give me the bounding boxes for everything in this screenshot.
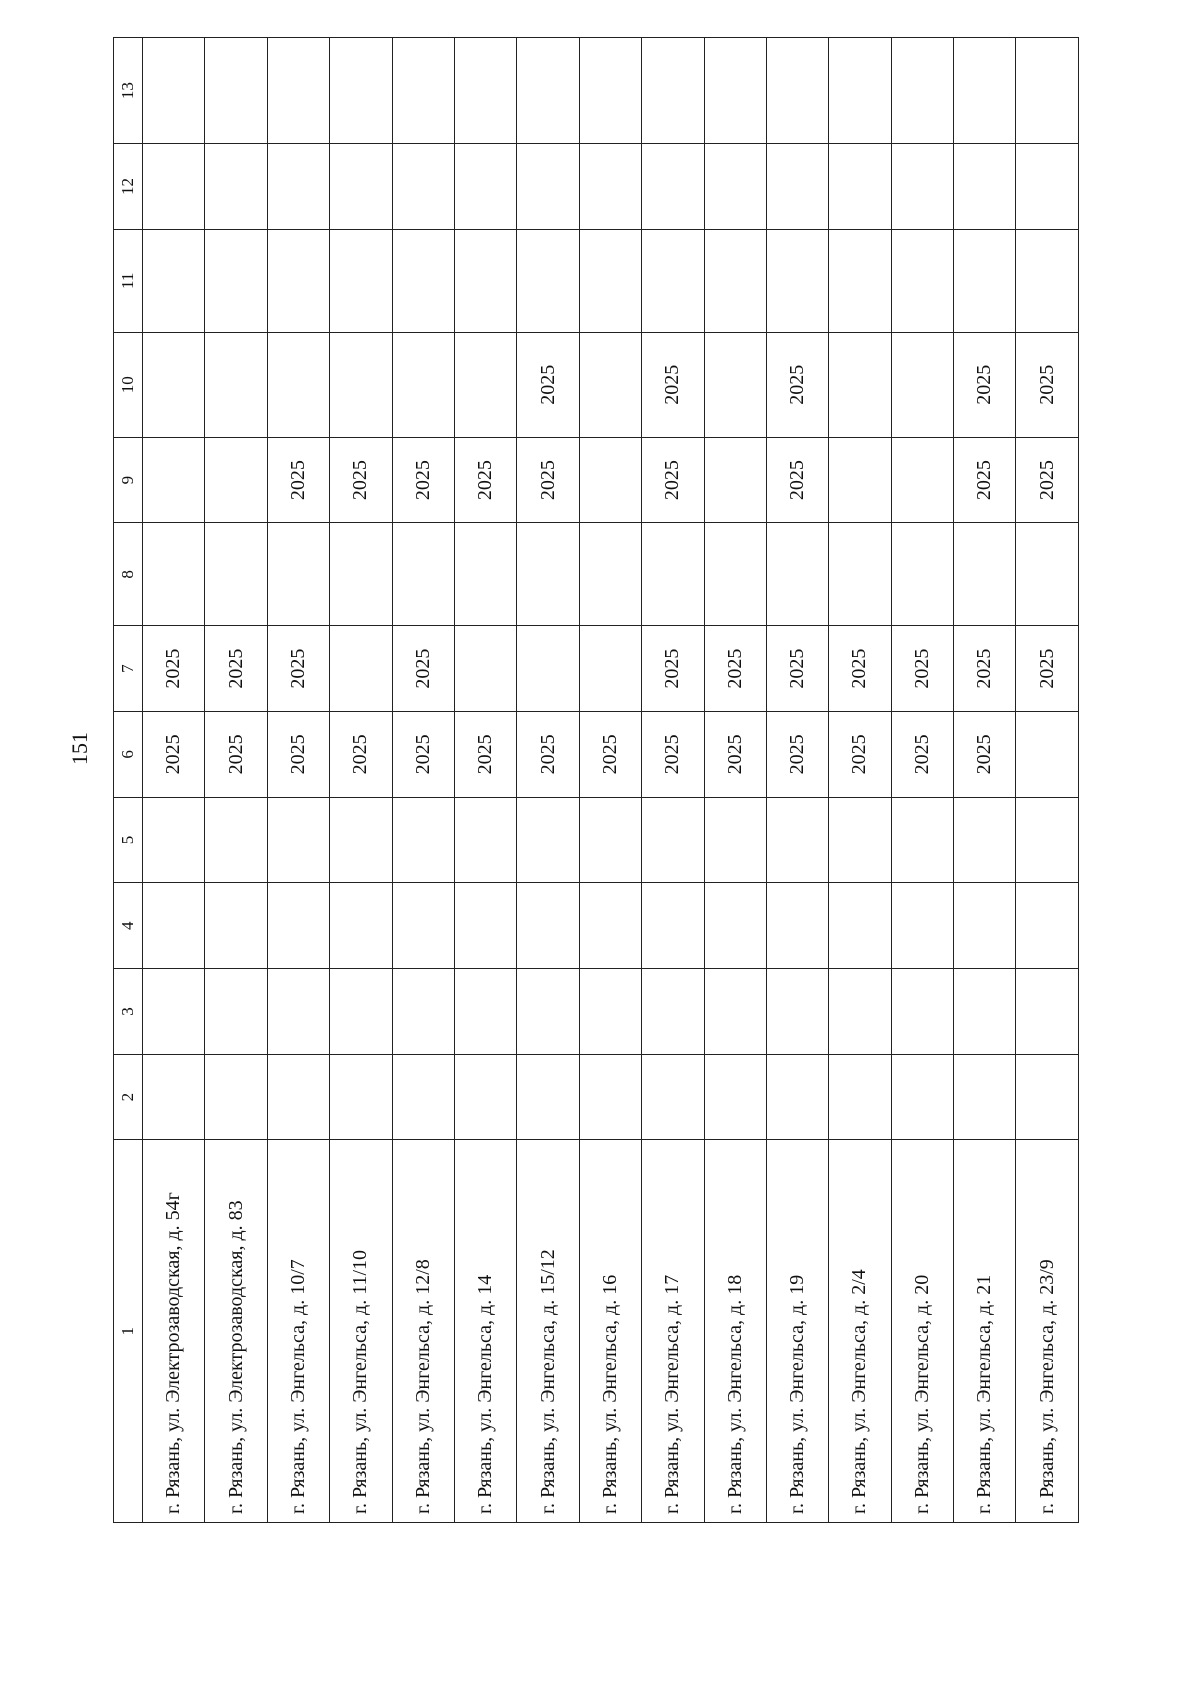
column-12-cell: [267, 144, 329, 230]
column-5-cell: [267, 797, 329, 883]
column-2-cell: [517, 1054, 579, 1140]
column-3-cell: [392, 969, 454, 1055]
table-row: [704, 38, 766, 1523]
rotated-table-container: [113, 37, 1078, 1523]
column-11-cell: [267, 229, 329, 332]
column-6-cell: 2025: [267, 711, 329, 797]
column-10-cell: [143, 332, 205, 437]
column-11-cell: [392, 229, 454, 332]
column-12-cell: [829, 144, 891, 230]
column-7-cell: 2025: [143, 626, 205, 712]
column-7-cell: 2025: [392, 626, 454, 712]
column-6-cell: 2025: [891, 711, 953, 797]
column-11-cell: [330, 229, 392, 332]
column-5-cell: [704, 797, 766, 883]
table-row: [454, 38, 516, 1523]
column-5-cell: [579, 797, 641, 883]
column-4-cell: [517, 883, 579, 969]
column-7-cell: 2025: [766, 626, 828, 712]
column-7-cell: 2025: [1016, 626, 1078, 712]
column-7-cell: [330, 626, 392, 712]
column-4-cell: [704, 883, 766, 969]
column-6-cell: 2025: [579, 711, 641, 797]
column-5-cell: [454, 797, 516, 883]
column-3-cell: [517, 969, 579, 1055]
column-11-cell: [517, 229, 579, 332]
column-8-cell: [704, 523, 766, 626]
column-13-cell: [330, 38, 392, 144]
column-number-3: 3: [114, 969, 143, 1055]
column-10-cell: 2025: [766, 332, 828, 437]
column-8-cell: [517, 523, 579, 626]
column-12-cell: [1016, 144, 1078, 230]
column-11-cell: [579, 229, 641, 332]
column-9-cell: 2025: [267, 437, 329, 523]
table-row: [517, 38, 579, 1523]
column-3-cell: [954, 969, 1016, 1055]
table-row: [1016, 38, 1078, 1523]
column-13-cell: [454, 38, 516, 144]
column-9-cell: [579, 437, 641, 523]
column-3-cell: [1016, 969, 1078, 1055]
column-number-1: 1: [114, 1140, 143, 1523]
address-cell: г. Рязань, ул. Энгельса, д. 20: [891, 1140, 953, 1523]
column-11-cell: [766, 229, 828, 332]
column-2-cell: [1016, 1054, 1078, 1140]
schedule-table: [113, 37, 1079, 1523]
column-number-11: 11: [114, 229, 143, 332]
column-9-cell: [891, 437, 953, 523]
column-9-cell: [205, 437, 267, 523]
column-6-cell: 2025: [642, 711, 704, 797]
column-10-cell: [205, 332, 267, 437]
column-3-cell: [205, 969, 267, 1055]
column-6-cell: 2025: [454, 711, 516, 797]
column-4-cell: [1016, 883, 1078, 969]
page-number: 151: [67, 732, 92, 765]
column-4-cell: [267, 883, 329, 969]
column-10-cell: [891, 332, 953, 437]
column-13-cell: [205, 38, 267, 144]
column-2-cell: [891, 1054, 953, 1140]
column-number-4: 4: [114, 883, 143, 969]
column-8-cell: [330, 523, 392, 626]
column-11-cell: [891, 229, 953, 332]
column-10-cell: [454, 332, 516, 437]
column-8-cell: [205, 523, 267, 626]
address-cell: г. Рязань, ул. Энгельса, д. 18: [704, 1140, 766, 1523]
column-7-cell: [517, 626, 579, 712]
column-13-cell: [642, 38, 704, 144]
column-8-cell: [829, 523, 891, 626]
column-13-cell: [143, 38, 205, 144]
column-12-cell: [143, 144, 205, 230]
column-13-cell: [704, 38, 766, 144]
column-6-cell: 2025: [954, 711, 1016, 797]
column-13-cell: [267, 38, 329, 144]
column-5-cell: [954, 797, 1016, 883]
column-7-cell: 2025: [829, 626, 891, 712]
column-number-8: 8: [114, 523, 143, 626]
column-4-cell: [579, 883, 641, 969]
column-8-cell: [267, 523, 329, 626]
column-12-cell: [766, 144, 828, 230]
column-5-cell: [205, 797, 267, 883]
column-13-cell: [891, 38, 953, 144]
column-5-cell: [829, 797, 891, 883]
column-3-cell: [891, 969, 953, 1055]
column-6-cell: 2025: [829, 711, 891, 797]
column-10-cell: [704, 332, 766, 437]
column-8-cell: [579, 523, 641, 626]
column-6-cell: 2025: [205, 711, 267, 797]
column-3-cell: [267, 969, 329, 1055]
table-row: [954, 38, 1016, 1523]
column-6-cell: 2025: [143, 711, 205, 797]
column-3-cell: [642, 969, 704, 1055]
address-cell: г. Рязань, ул. Энгельса, д. 11/10: [330, 1140, 392, 1523]
table-row: [829, 38, 891, 1523]
column-10-cell: 2025: [954, 332, 1016, 437]
column-11-cell: [143, 229, 205, 332]
column-9-cell: 2025: [642, 437, 704, 523]
column-4-cell: [330, 883, 392, 969]
column-8-cell: [891, 523, 953, 626]
column-8-cell: [454, 523, 516, 626]
column-11-cell: [205, 229, 267, 332]
column-2-cell: [330, 1054, 392, 1140]
address-cell: г. Рязань, ул. Энгельса, д. 2/4: [829, 1140, 891, 1523]
address-cell: г. Рязань, ул. Энгельса, д. 23/9: [1016, 1140, 1078, 1523]
column-number-12: 12: [114, 144, 143, 230]
column-9-cell: 2025: [454, 437, 516, 523]
column-7-cell: 2025: [642, 626, 704, 712]
column-8-cell: [143, 523, 205, 626]
column-5-cell: [642, 797, 704, 883]
column-13-cell: [829, 38, 891, 144]
address-cell: г. Рязань, ул. Энгельса, д. 19: [766, 1140, 828, 1523]
column-7-cell: [579, 626, 641, 712]
column-4-cell: [392, 883, 454, 969]
address-cell: г. Рязань, ул. Энгельса, д. 14: [454, 1140, 516, 1523]
column-11-cell: [1016, 229, 1078, 332]
column-10-cell: [267, 332, 329, 437]
column-3-cell: [704, 969, 766, 1055]
column-10-cell: [579, 332, 641, 437]
column-12-cell: [579, 144, 641, 230]
column-number-9: 9: [114, 437, 143, 523]
column-6-cell: [1016, 711, 1078, 797]
column-7-cell: 2025: [267, 626, 329, 712]
column-2-cell: [579, 1054, 641, 1140]
column-7-cell: [454, 626, 516, 712]
address-cell: г. Рязань, ул. Энгельса, д. 15/12: [517, 1140, 579, 1523]
address-cell: г. Рязань, ул. Энгельса, д. 10/7: [267, 1140, 329, 1523]
column-8-cell: [642, 523, 704, 626]
column-2-cell: [704, 1054, 766, 1140]
table-row: [579, 38, 641, 1523]
column-13-cell: [954, 38, 1016, 144]
address-cell: г. Рязань, ул. Энгельса, д. 16: [579, 1140, 641, 1523]
column-number-5: 5: [114, 797, 143, 883]
column-9-cell: 2025: [392, 437, 454, 523]
table-row: [143, 38, 205, 1523]
column-8-cell: [954, 523, 1016, 626]
column-12-cell: [392, 144, 454, 230]
column-4-cell: [143, 883, 205, 969]
column-3-cell: [454, 969, 516, 1055]
column-7-cell: 2025: [954, 626, 1016, 712]
column-12-cell: [954, 144, 1016, 230]
column-number-2: 2: [114, 1054, 143, 1140]
column-8-cell: [1016, 523, 1078, 626]
table-row: [205, 38, 267, 1523]
column-5-cell: [1016, 797, 1078, 883]
column-9-cell: [704, 437, 766, 523]
address-cell: г. Рязань, ул. Энгельса, д. 21: [954, 1140, 1016, 1523]
column-11-cell: [954, 229, 1016, 332]
column-13-cell: [579, 38, 641, 144]
column-2-cell: [267, 1054, 329, 1140]
column-7-cell: 2025: [205, 626, 267, 712]
table-row: [642, 38, 704, 1523]
column-9-cell: 2025: [1016, 437, 1078, 523]
column-11-cell: [642, 229, 704, 332]
column-9-cell: 2025: [330, 437, 392, 523]
column-2-cell: [143, 1054, 205, 1140]
column-10-cell: [330, 332, 392, 437]
column-4-cell: [205, 883, 267, 969]
column-11-cell: [704, 229, 766, 332]
column-13-cell: [392, 38, 454, 144]
column-6-cell: 2025: [766, 711, 828, 797]
column-number-6: 6: [114, 711, 143, 797]
address-cell: г. Рязань, ул. Энгельса, д. 12/8: [392, 1140, 454, 1523]
column-13-cell: [1016, 38, 1078, 144]
column-12-cell: [330, 144, 392, 230]
column-3-cell: [579, 969, 641, 1055]
column-8-cell: [392, 523, 454, 626]
column-12-cell: [205, 144, 267, 230]
column-5-cell: [330, 797, 392, 883]
column-11-cell: [829, 229, 891, 332]
column-10-cell: [829, 332, 891, 437]
column-number-row: [114, 38, 143, 1523]
column-number-7: 7: [114, 626, 143, 712]
column-3-cell: [829, 969, 891, 1055]
column-9-cell: 2025: [517, 437, 579, 523]
column-9-cell: [143, 437, 205, 523]
column-5-cell: [766, 797, 828, 883]
column-9-cell: 2025: [954, 437, 1016, 523]
column-8-cell: [766, 523, 828, 626]
column-5-cell: [517, 797, 579, 883]
column-5-cell: [392, 797, 454, 883]
column-6-cell: 2025: [517, 711, 579, 797]
column-4-cell: [829, 883, 891, 969]
column-2-cell: [392, 1054, 454, 1140]
column-9-cell: 2025: [766, 437, 828, 523]
column-4-cell: [642, 883, 704, 969]
column-3-cell: [143, 969, 205, 1055]
column-4-cell: [954, 883, 1016, 969]
column-4-cell: [891, 883, 953, 969]
column-3-cell: [330, 969, 392, 1055]
column-2-cell: [829, 1054, 891, 1140]
column-10-cell: 2025: [1016, 332, 1078, 437]
column-6-cell: 2025: [392, 711, 454, 797]
column-number-10: 10: [114, 332, 143, 437]
column-13-cell: [766, 38, 828, 144]
column-4-cell: [454, 883, 516, 969]
column-2-cell: [642, 1054, 704, 1140]
column-7-cell: 2025: [704, 626, 766, 712]
column-10-cell: [392, 332, 454, 437]
address-cell: г. Рязань, ул. Энгельса, д. 17: [642, 1140, 704, 1523]
column-3-cell: [766, 969, 828, 1055]
column-2-cell: [205, 1054, 267, 1140]
column-5-cell: [891, 797, 953, 883]
column-5-cell: [143, 797, 205, 883]
column-number-13: 13: [114, 38, 143, 144]
table-row: [267, 38, 329, 1523]
column-10-cell: 2025: [517, 332, 579, 437]
column-13-cell: [517, 38, 579, 144]
column-6-cell: 2025: [330, 711, 392, 797]
address-cell: г. Рязань, ул. Электрозаводская, д. 83: [205, 1140, 267, 1523]
column-7-cell: 2025: [891, 626, 953, 712]
column-2-cell: [766, 1054, 828, 1140]
column-12-cell: [642, 144, 704, 230]
column-2-cell: [954, 1054, 1016, 1140]
column-11-cell: [454, 229, 516, 332]
column-12-cell: [517, 144, 579, 230]
column-4-cell: [766, 883, 828, 969]
column-6-cell: 2025: [704, 711, 766, 797]
table-row: [766, 38, 828, 1523]
column-10-cell: 2025: [642, 332, 704, 437]
column-2-cell: [454, 1054, 516, 1140]
address-cell: г. Рязань, ул. Электрозаводская, д. 54г: [143, 1140, 205, 1523]
column-12-cell: [891, 144, 953, 230]
column-12-cell: [454, 144, 516, 230]
column-9-cell: [829, 437, 891, 523]
table-row: [330, 38, 392, 1523]
table-row: [392, 38, 454, 1523]
table-row: [891, 38, 953, 1523]
column-12-cell: [704, 144, 766, 230]
